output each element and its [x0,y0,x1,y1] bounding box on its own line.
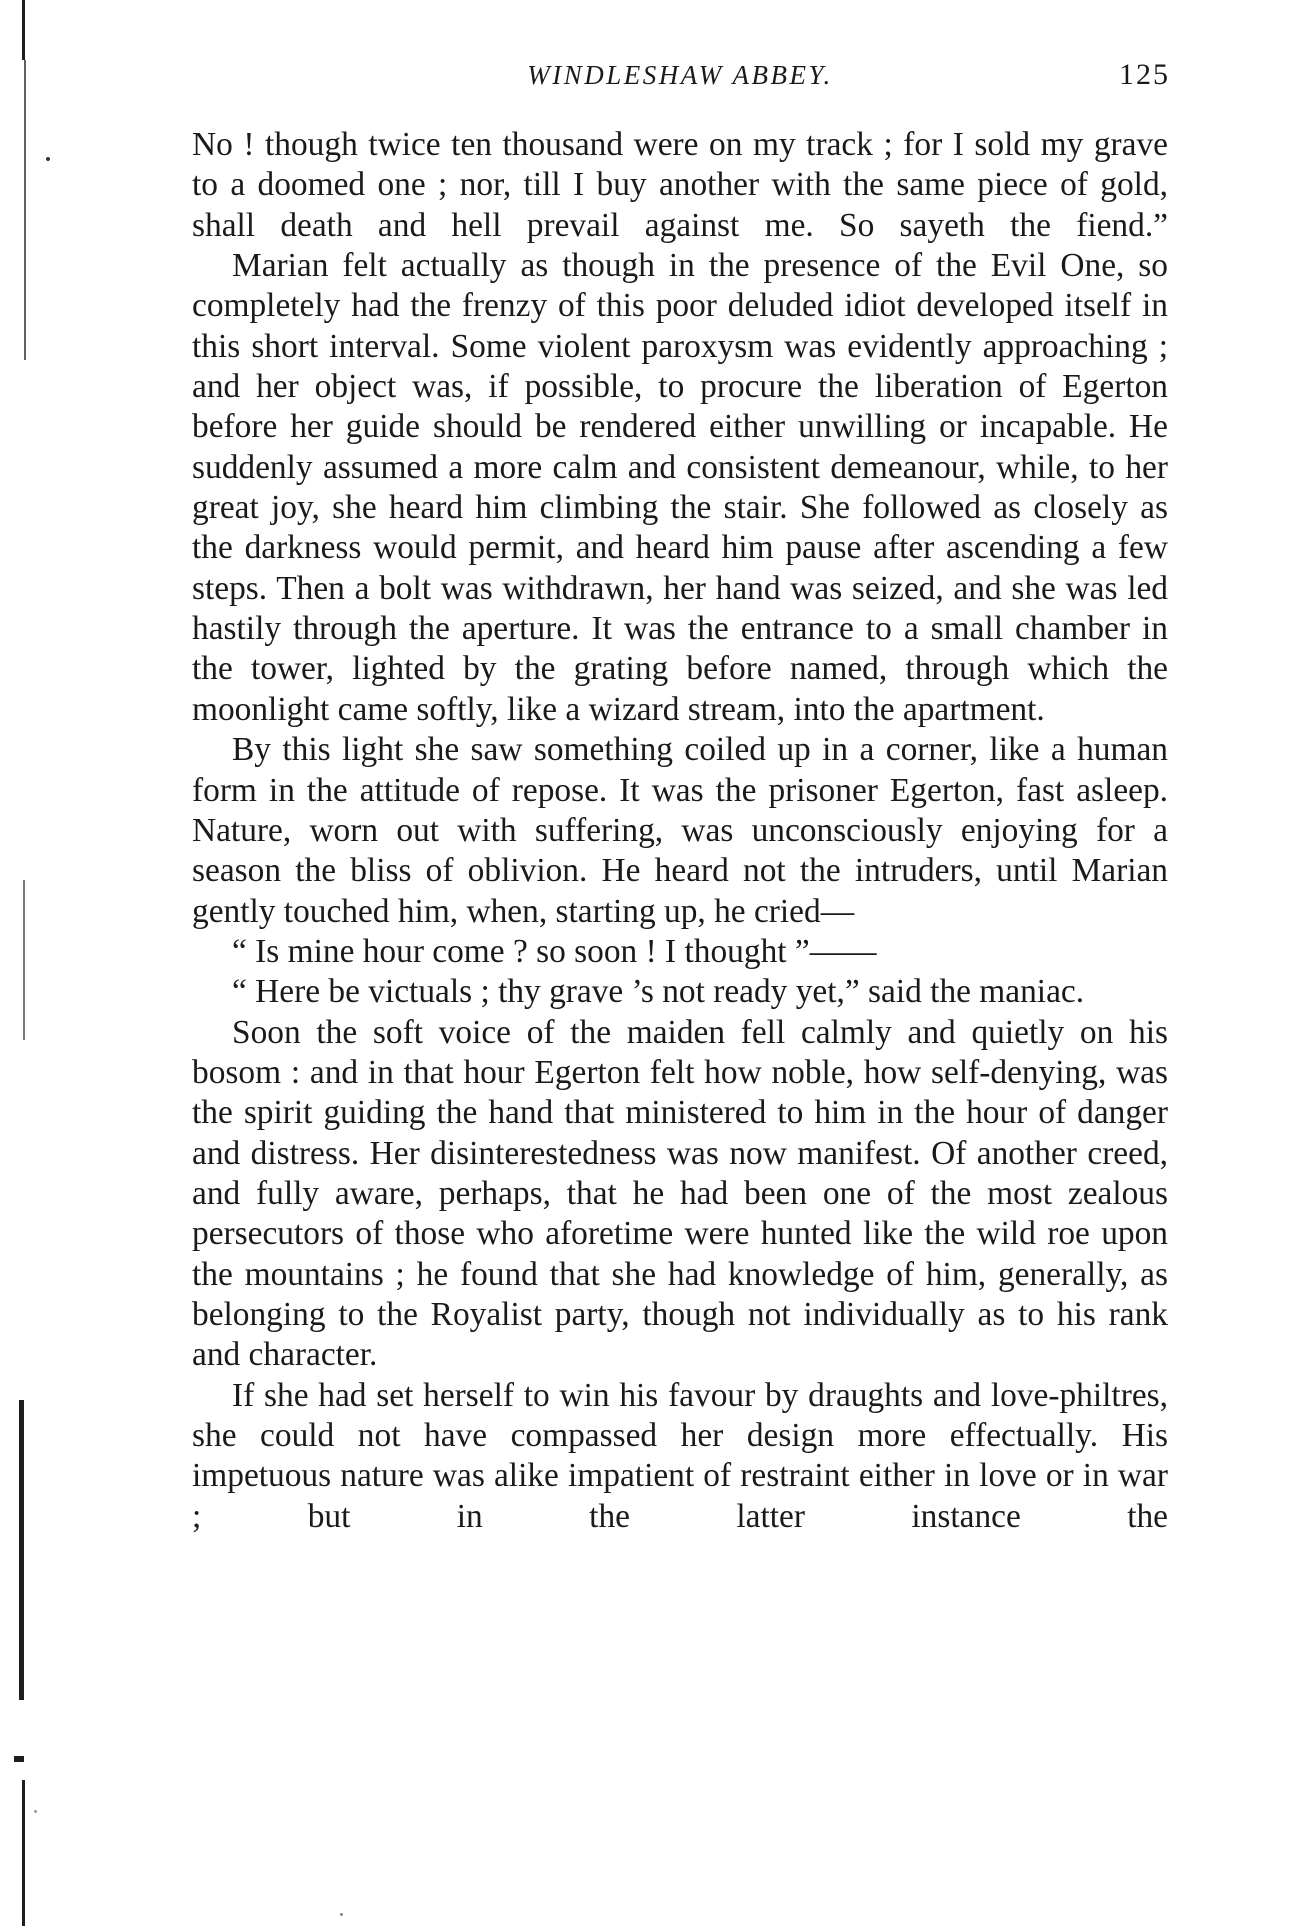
page-number: 125 [1119,58,1170,91]
paragraph: “ Here be victuals ; thy grave ’s not ready yet,” said the maniac. [232,973,1085,1011]
body-text [192,125,1168,1537]
running-title: WINDLESHAW ABBEY. [527,60,833,90]
paragraph: By this light she saw something coiled up in a corner, like a human form in the attitude of repose. It was the prisoner Egerton, fast asleep. Nature, worn out with suffering, was unconsciously enjoying for a season the bliss of oblivion. He heard not the intruders, until Marian gently touched him, when, starting up, he cried— [192,731,1168,930]
paragraph: Marian felt actually as though in the presence of the Evil One, so completely had the frenzy of this poor deluded idiot developed itself in this short interval. Some violent paroxysm was evidently approaching ; and her object was, if possible, to procure the liberation of Egerton before her guide should be rendered either unwilling or incapable. He suddenly assumed a more calm and consistent demeanour, while, to her great joy, she heard him climbing the stair. She followed as closely as the darkness would permit, and heard him pause after ascending a few steps. Then a bolt was withdrawn, her hand was seized, and she was led hastily through the aperture. It was the entrance to a small chamber in the tower, lighted by the grating before named, through which the moonlight came softly, like a wizard stream, into the apartment. [192,247,1168,728]
page-header [190,58,1170,98]
paragraph: No ! though twice ten thousand were on my track ; for I sold my grave to a doomed one ; nor, till I buy another with the same piece of gold, shall death and hell prevail against me. So sayeth the fiend.” [192,126,1168,244]
paragraph: If she had set herself to win his favour by draughts and love-philtres, she could not have compassed her design more effectually. His impetuous nature was alike impatient of restraint either in love or in war ; but in the latter instance the [192,1376,1168,1535]
paragraph: Soon the soft voice of the maiden fell calmly and quietly on his bosom : and in that hour Egerton felt how noble, how self-denying, was the spirit guiding the hand that ministered to him in the hour of danger and distress. Her disinterestedness was now manifest. Of another creed, and fully aware, perhaps, that he had been one of the most zealous persecutors of those who aforetime were hunted like the wild roe upon the mountains ; he found that she had knowledge of him, generally, as belonging to the Royalist party, though not individually as to his rank and character. [192,1013,1168,1374]
paragraph: “ Is mine hour come ? so soon ! I thought ”—— [232,932,877,970]
binding-edge [0,0,40,1926]
